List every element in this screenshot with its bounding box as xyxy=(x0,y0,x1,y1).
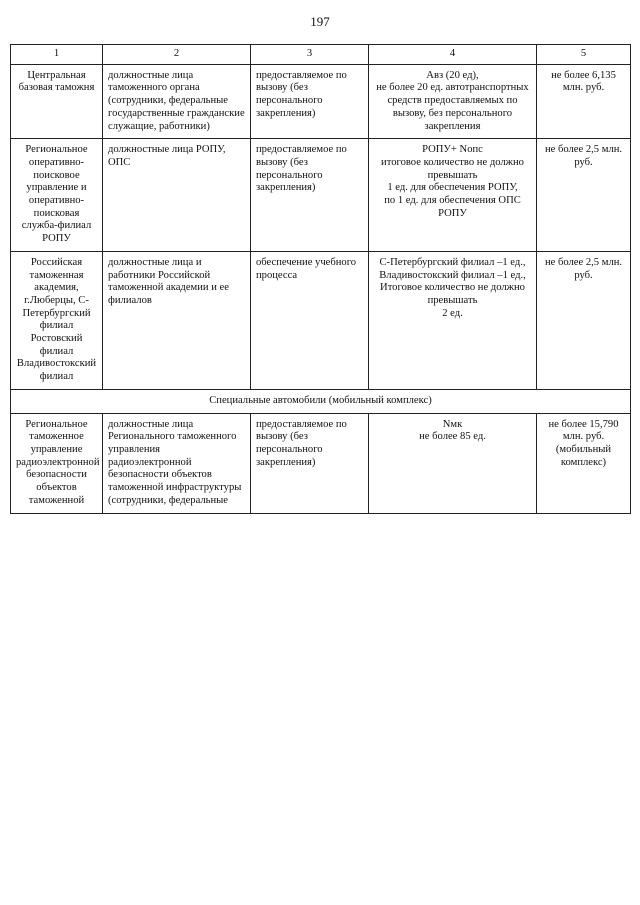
quantity-line: 2 ед. xyxy=(442,307,463,319)
quantity-line: по 1 ед. для обеспечения ОПС РОПУ xyxy=(384,195,521,219)
quantity-line: РОПУ+ Nопс xyxy=(422,144,483,156)
table-row xyxy=(11,64,631,139)
price-cell: не более 2,5 млн. руб. xyxy=(537,139,631,252)
organization-cell: Региональное таможенное управление радиоэлектронной безопасности объектов таможенной xyxy=(11,413,103,513)
organization-cell: Центральная базовая таможня xyxy=(11,64,103,139)
quantity-cell xyxy=(369,413,537,513)
users-cell: должностные лица Регионального таможенного управления радиоэлектронной безопасности объектов таможенной инфраструктуры (сотрудники, федеральные xyxy=(103,413,251,513)
quantity-cell xyxy=(369,64,537,139)
organization-cell: Российская таможенная академия, г.Люберцы, С-Петербургский филиал Ростовский филиал Владивостокский филиал xyxy=(11,251,103,389)
table-row xyxy=(11,413,631,513)
provision-cell: предоставляемое по вызову (без персонального закрепления) xyxy=(251,139,369,252)
column-header: 1 xyxy=(11,45,103,65)
quantity-line: не более 85 ед. xyxy=(419,431,486,443)
provision-cell: предоставляемое по вызову (без персонального закрепления) xyxy=(251,413,369,513)
quantity-cell xyxy=(369,139,537,252)
column-header: 3 xyxy=(251,45,369,65)
quantity-line: С-Петербургский филиал –1 ед., xyxy=(379,256,526,268)
page-number: 197 xyxy=(310,14,330,29)
header-row xyxy=(11,45,631,65)
section-row xyxy=(11,389,631,413)
column-header: 4 xyxy=(369,45,537,65)
provision-cell: предоставляемое по вызову (без персонального закрепления) xyxy=(251,64,369,139)
quantity-line: не более 20 ед. автотранспортных средств предоставляемых по вызову, без персонального закрепления xyxy=(376,82,529,132)
price-cell: не более 15,790 млн. руб. (мобильный комплекс) xyxy=(537,413,631,513)
table-row xyxy=(11,251,631,389)
organization-cell: Региональное оперативно-поисковое управление и оперативно-поисковая служба-филиал РОПУ xyxy=(11,139,103,252)
table-row xyxy=(11,139,631,252)
users-cell: должностные лица РОПУ, ОПС xyxy=(103,139,251,252)
quantity-line: 1 ед. для обеспечения РОПУ, xyxy=(387,182,518,194)
users-cell: должностные лица таможенного органа (сотрудники, федеральные государственные гражданские служащие, работники) xyxy=(103,64,251,139)
quantity-line: Владивостокский филиал –1 ед., xyxy=(379,269,526,281)
price-cell: не более 2,5 млн. руб. xyxy=(537,251,631,389)
price-cell: не более 6,135 млн. руб. xyxy=(537,64,631,139)
quantity-line: итоговое количество не должно превышать xyxy=(381,156,524,181)
quantity-line: Nмк xyxy=(442,418,463,430)
column-header: 5 xyxy=(537,45,631,65)
provision-cell: обеспечение учебного процесса xyxy=(251,251,369,389)
section-title: Специальные автомобили (мобильный комплекс) xyxy=(11,389,631,413)
column-header: 2 xyxy=(103,45,251,65)
users-cell: должностные лица и работники Российской таможенной академии и ее филиалов xyxy=(103,251,251,389)
vehicle-norms-table xyxy=(10,44,631,514)
quantity-line: Aвз (20 ед), xyxy=(426,69,479,81)
quantity-line: Итоговое количество не должно превышать xyxy=(380,282,525,306)
quantity-cell xyxy=(369,251,537,389)
